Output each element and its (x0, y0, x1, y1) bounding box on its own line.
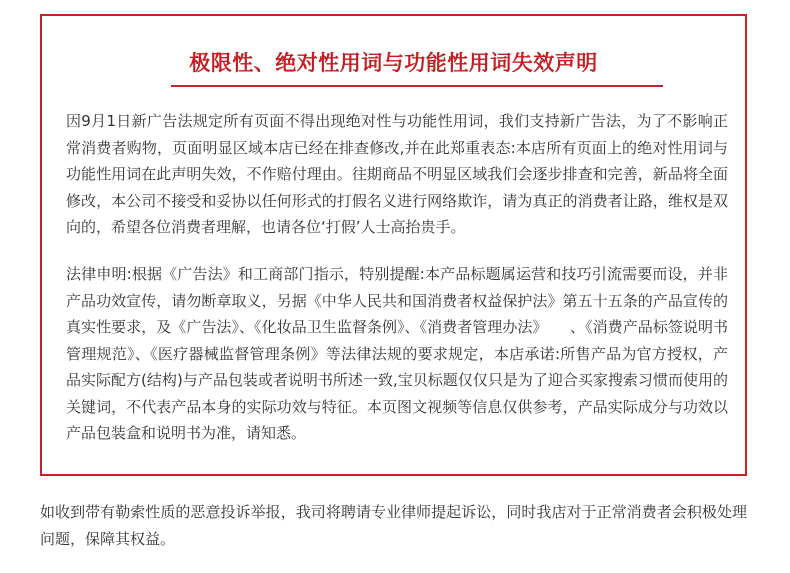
complaint-handling-note: 如收到带有勒索性质的恶意投诉举报，我司将聘请专业律师提起诉讼，同时我店对于正常消费者会积极处理问题，保障其权益。 (40, 503, 747, 548)
disclaimer-notice-box (40, 14, 747, 476)
legal-declaration: 法律申明:根据《广告法》和工商部门指示，特别提醒:本产品标题属运营和技巧引流需要而设，并非产品功效宣传，请勿断章取义，另据《中华人民共和国消费者权益保护法》第五十五条的产品宣传的真实性要求，及《广告法》、《化妆品卫生监督条例》、《消费者管理办法》 、《消费产品标签说明书管理规范》、《医疗器械监督管理条例》等法律法规的要求规定，本店承诺:所售产品为官方授权，产品实际配方(结构)与产品包装或者说明书所述一致,宝贝标题仅仅只是为了迎合买家搜索习惯而使用的关键词，不代表产品本身的实际功效与特征。本页图文视频等信息仅供参考，产品实际成分与功效以产品包装盒和说明书为准，请知悉。 (66, 265, 728, 442)
notice-title-wrap (42, 50, 745, 76)
title-underline-divider (171, 85, 663, 87)
notice-title: 极限性、绝对性用词与功能性用词失效声明 (189, 51, 598, 75)
advertising-law-statement: 因9月1日新广告法规定所有页面不得出现绝对性与功能性用词，我们支持新广告法，为了不影响正常消费者购物，页面明显区域本店已经在排查修改,并在此郑重表态:本店所有页面上的绝对性用词与功能性用词在此声明失效，不作赔付理由。往期商品不明显区域我们会逐步排查和完善，新品将全面修改，本公司不接受和妥协以任何形式的打假名义进行网络欺诈，请为真正的消费者让路，维权是双向的，希望各位消费者理解，也请各位‘打假’人士高抬贵手。 (66, 112, 728, 236)
